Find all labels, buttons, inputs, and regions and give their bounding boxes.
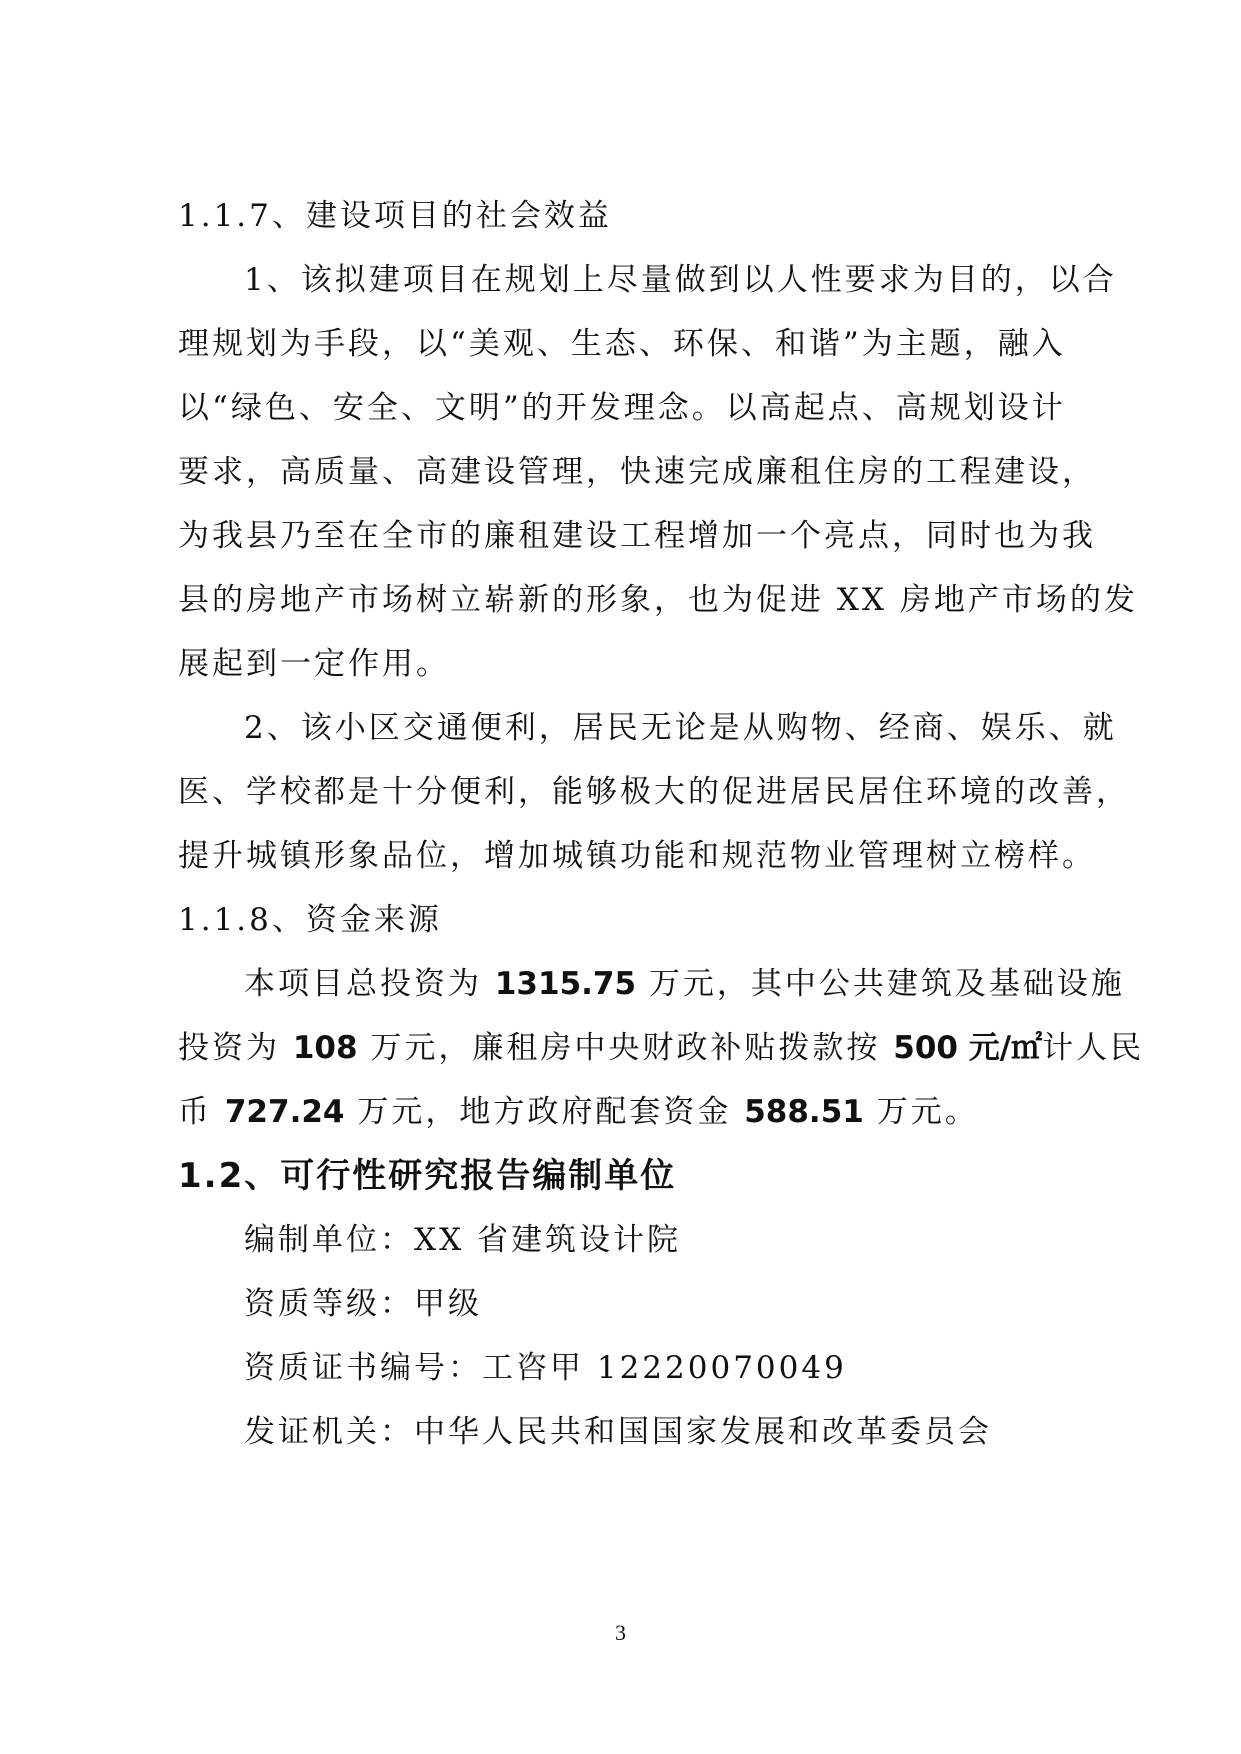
paragraph-social-benefit-2	[178, 696, 1130, 888]
paragraph-line: 提升城镇形象品位，增加城镇功能和规范物业管理树立榜样。	[178, 838, 1096, 874]
central-subsidy-value: 727.24	[224, 1094, 345, 1130]
paragraph-social-benefit-1	[178, 248, 1138, 696]
paragraph-line	[178, 1016, 1145, 1080]
infrastructure-investment-value: 108	[292, 1030, 358, 1066]
text-run: 投资为	[178, 1030, 293, 1066]
paragraph-line	[178, 1080, 1084, 1144]
paragraph-line: 要求，高质量、高建设管理，快速完成廉租住房的工程建设，	[178, 454, 1096, 490]
paragraph-line: 县的房地产市场树立崭新的形象，也为促进 XX 房地产市场的发	[178, 582, 1138, 618]
paragraph-line: 为我县乃至在全市的廉租建设工程增加一个亮点，同时也为我	[178, 518, 1096, 554]
paragraph-line: 2、该小区交通便利，居民无论是从购物、经商、娱乐、就	[244, 710, 1117, 746]
subsidy-rate-value: 500 元/㎡	[893, 1030, 1043, 1066]
paragraph-line: 展起到一定作用。	[178, 646, 450, 682]
certificate-number: 资质证书编号：工咨甲 12220070049	[244, 1350, 847, 1386]
section-heading-1-1-8: 1.1.8、资金来源	[178, 902, 442, 938]
local-funding-value: 588.51	[744, 1094, 864, 1130]
text-run: 万元。	[863, 1094, 979, 1130]
text-run: 本项目总投资为	[244, 966, 495, 1002]
paragraph-line: 以“绿色、安全、文明”的开发理念。以高起点、高规划设计	[178, 390, 1066, 426]
text-run: 万元，其中公共建筑及基础设施	[636, 966, 1125, 1002]
page-content	[178, 184, 1145, 1464]
paragraph-line	[178, 952, 1125, 1016]
paragraph-line: 医、学校都是十分便利，能够极大的促进居民居住环境的改善，	[178, 774, 1130, 810]
paragraph-funding	[178, 952, 1145, 1144]
issuing-authority: 发证机关：中华人民共和国国家发展和改革委员会	[244, 1414, 992, 1450]
total-investment-value: 1315.75	[494, 966, 637, 1002]
page-number: 3	[615, 1620, 626, 1645]
paragraph-line: 理规划为手段，以“美观、生态、环保、和谐”为主题，融入	[178, 326, 1066, 362]
text-run: 币	[178, 1094, 225, 1130]
text-run: 计人民	[1042, 1030, 1145, 1066]
organization-info-list	[178, 1208, 1084, 1464]
section-heading-1-2: 1.2、可行性研究报告编制单位	[178, 1156, 677, 1196]
text-run: 万元，地方政府配套资金	[344, 1094, 745, 1130]
text-run: 万元，廉租房中央财政补贴拨款按	[357, 1030, 894, 1066]
paragraph-line: 1、该拟建项目在规划上尽量做到以人性要求为目的，以合	[244, 262, 1117, 298]
qualification-grade: 资质等级：甲级	[244, 1286, 482, 1322]
organization-unit: 编制单位：XX 省建筑设计院	[244, 1222, 681, 1258]
section-heading-1-1-7: 1.1.7、建设项目的社会效益	[178, 198, 612, 234]
